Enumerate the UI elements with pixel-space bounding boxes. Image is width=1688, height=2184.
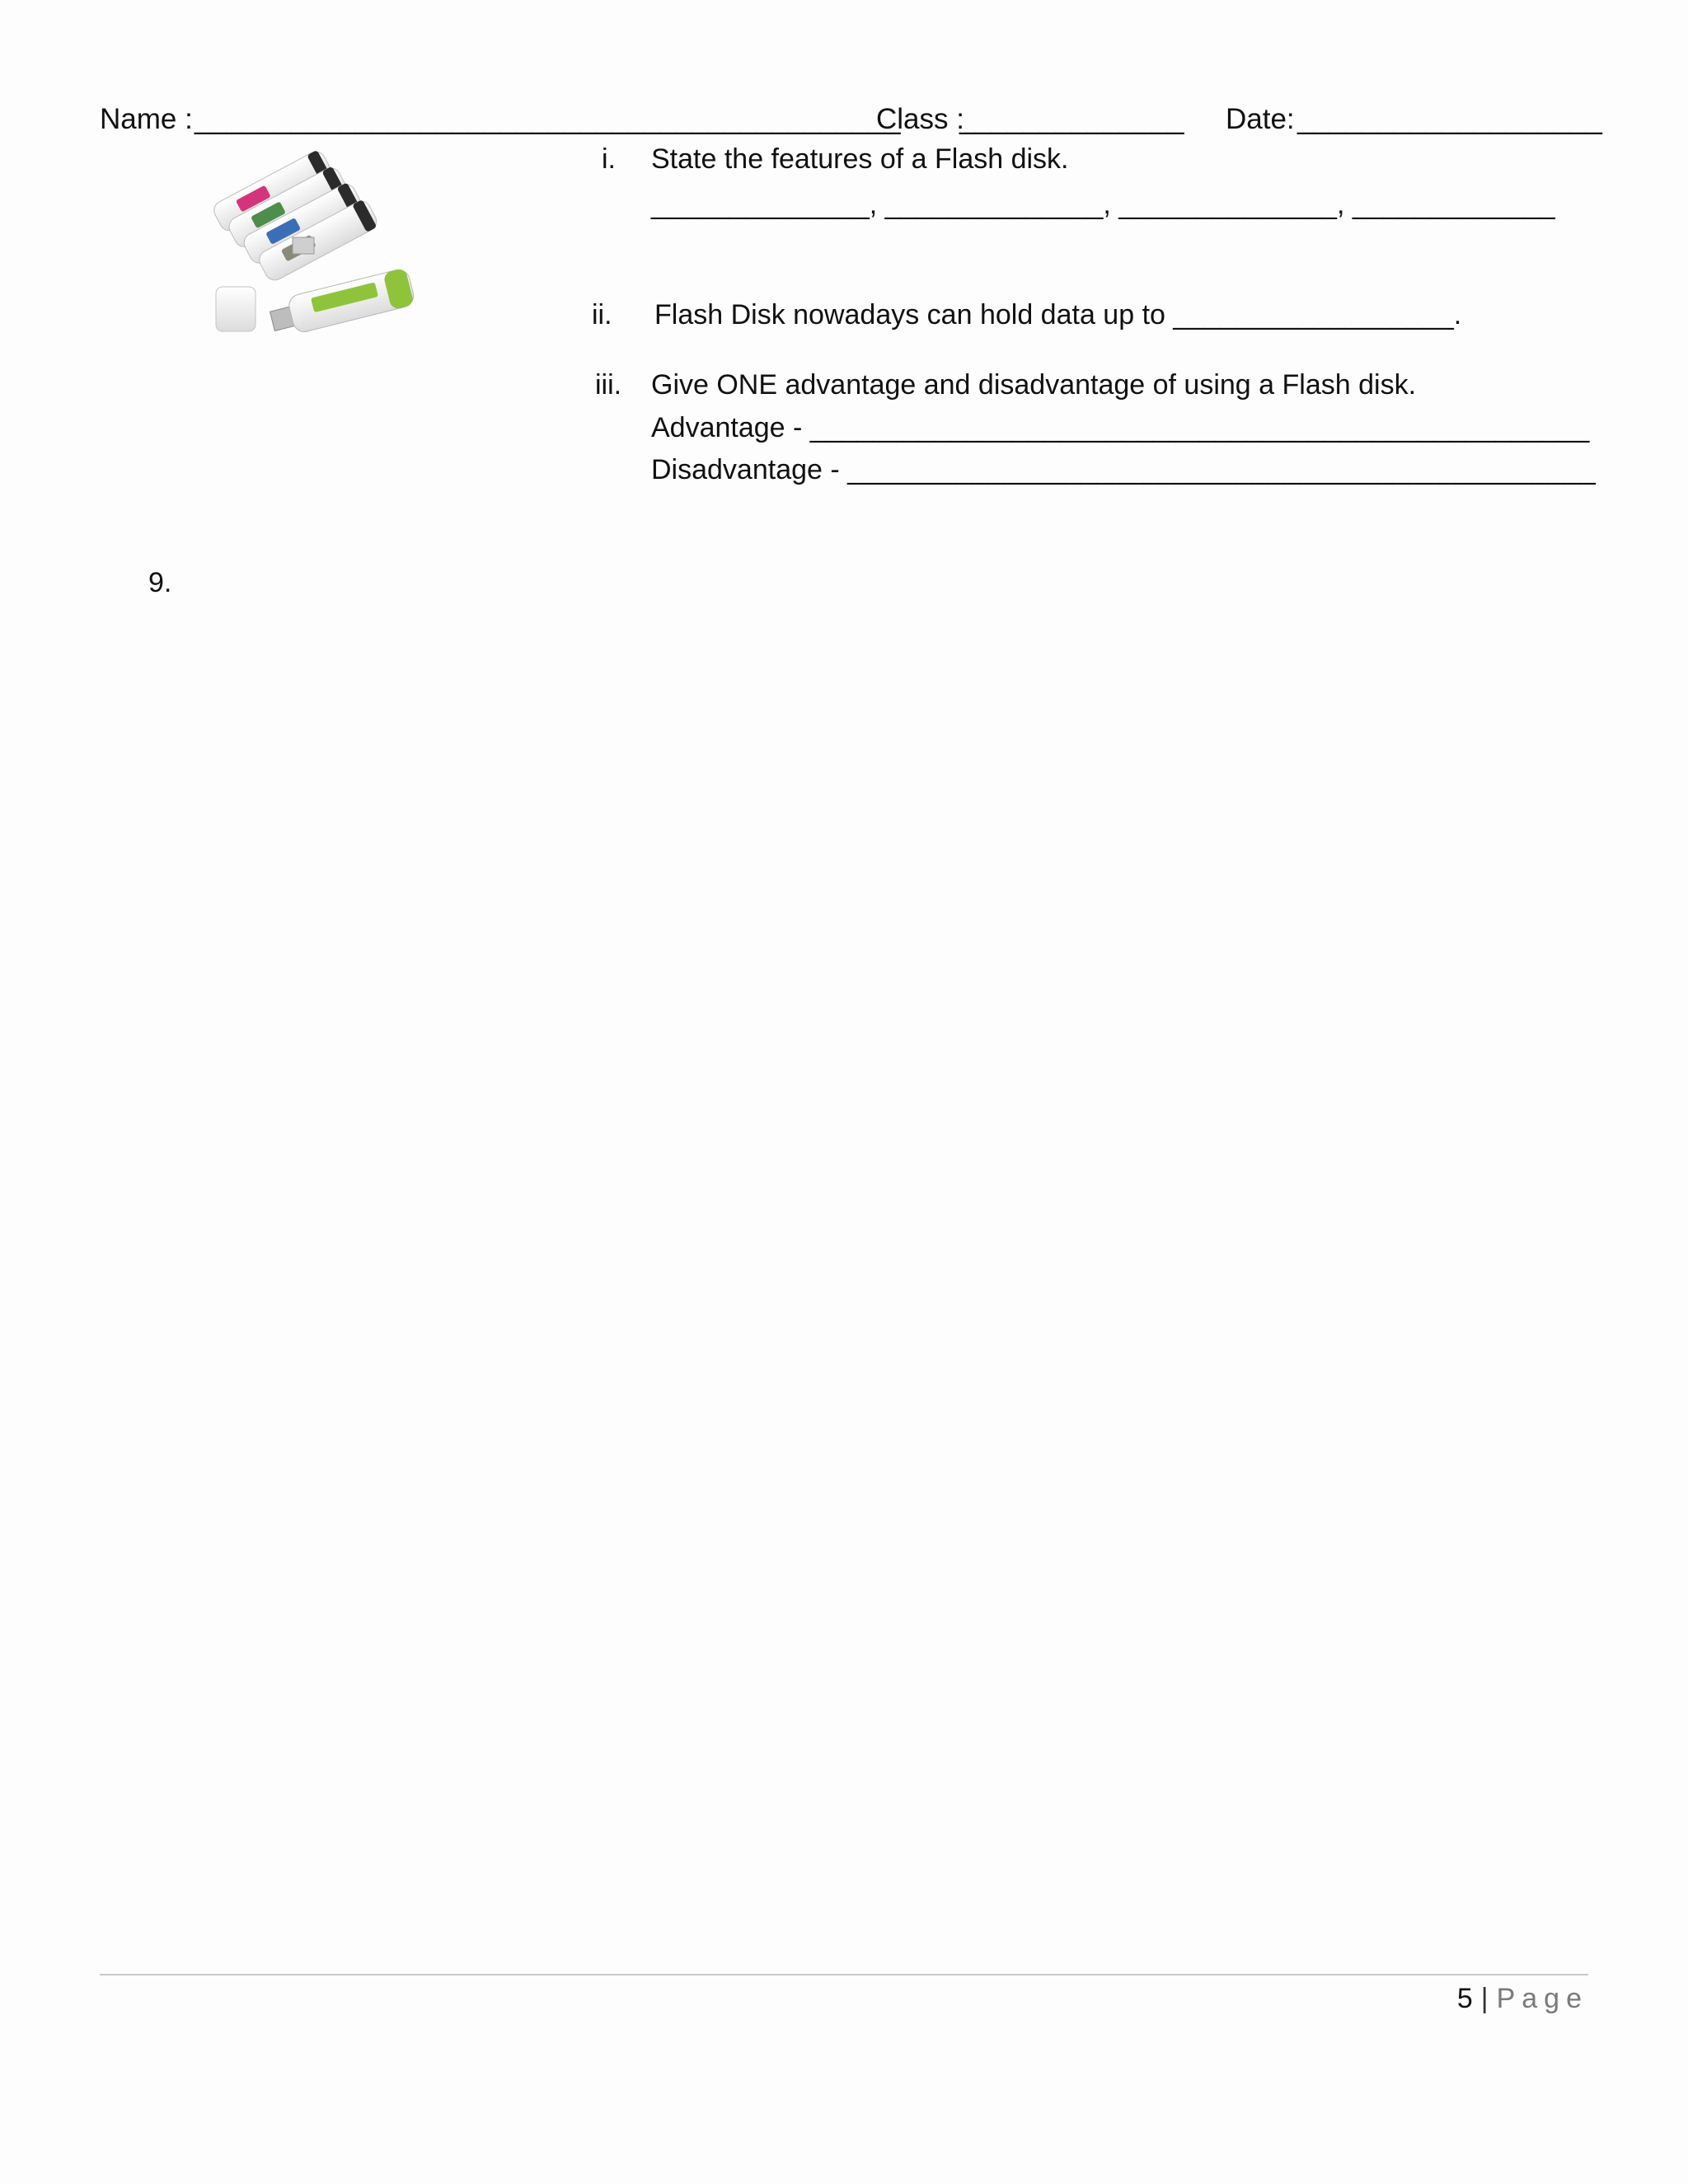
- footer-rule: [100, 1974, 1588, 1975]
- date-label: Date:: [1226, 103, 1295, 135]
- name-blank[interactable]: ____________________________________________: [195, 103, 901, 135]
- page-separator: |: [1480, 1983, 1489, 2014]
- item-iii-marker: iii.: [595, 369, 622, 401]
- item-ii-marker: ii.: [592, 299, 612, 330]
- item-iii-text: Give ONE advantage and disadvantage of using a Flash disk.: [651, 369, 1417, 401]
- date-blank[interactable]: ___________________: [1297, 103, 1602, 135]
- item-i-answer-line[interactable]: ______________, ______________, ______________, _____________: [651, 189, 1555, 220]
- page-number: 5: [1456, 1983, 1473, 2014]
- advantage-line[interactable]: Advantage - __________________________________________________: [651, 412, 1590, 443]
- page-word: Page: [1496, 1983, 1588, 2014]
- item-i-text: State the features of a Flash disk.: [651, 143, 1069, 175]
- question-number: 9.: [148, 567, 172, 598]
- class-blank[interactable]: ______________: [959, 103, 1184, 135]
- class-label: Class :: [876, 103, 964, 135]
- flash-drives-image: [198, 140, 429, 354]
- item-ii-text: Flash Disk nowadays can hold data up to __________________.: [654, 299, 1462, 330]
- item-i-marker: i.: [602, 143, 616, 175]
- name-label: Name :: [100, 103, 193, 135]
- page-footer: [1457, 1983, 1588, 2015]
- disadvantage-line[interactable]: Disadvantage - ________________________________________________: [651, 454, 1596, 485]
